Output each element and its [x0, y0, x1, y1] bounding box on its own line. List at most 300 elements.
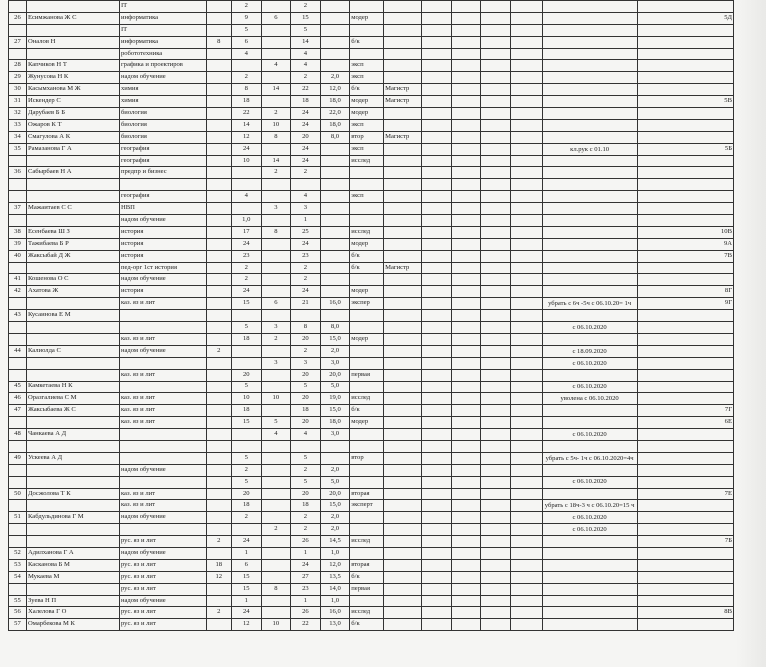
cell-empty — [510, 405, 542, 417]
cell-empty — [422, 333, 452, 345]
cell-empty — [422, 369, 452, 381]
cell-c2 — [231, 60, 261, 72]
cell-c5 — [320, 203, 350, 215]
cell-empty — [451, 357, 481, 369]
cell-name: Оразгалиева С М — [26, 393, 119, 405]
cell-n: 40 — [9, 250, 27, 262]
cell-c1 — [206, 357, 231, 369]
cell-empty — [422, 286, 452, 298]
cell-c2: 4 — [231, 48, 261, 60]
cell-c7 — [384, 452, 422, 464]
cell-n: 45 — [9, 381, 27, 393]
cell-c1: 2 — [206, 607, 231, 619]
cell-subj — [119, 452, 206, 464]
cell-c3 — [261, 607, 291, 619]
cell-n — [9, 24, 27, 36]
cell-c3: 8 — [261, 131, 291, 143]
cell-c5 — [320, 167, 350, 179]
cell-c7 — [384, 607, 422, 619]
cell-subj: каз. яз и лит — [119, 393, 206, 405]
cell-c3 — [261, 262, 291, 274]
cell-c6: исслед — [350, 393, 384, 405]
cell-name: Касымханова М Ж — [26, 84, 119, 96]
cell-c6: экспер — [350, 298, 384, 310]
cell-notes — [542, 488, 637, 500]
cell-c5: 15,0 — [320, 405, 350, 417]
cell-c7 — [384, 60, 422, 72]
cell-cls — [637, 203, 733, 215]
cell-c2: 12 — [231, 131, 261, 143]
cell-c2 — [231, 179, 261, 191]
cell-empty — [481, 238, 511, 250]
cell-empty — [422, 12, 452, 24]
cell-empty — [481, 298, 511, 310]
cell-cls: 7Б — [637, 536, 733, 548]
cell-c6: эксп — [350, 191, 384, 203]
cell-c4: 20 — [291, 369, 321, 381]
cell-cls — [637, 155, 733, 167]
table-row — [9, 476, 734, 488]
cell-name — [26, 417, 119, 429]
table-row — [9, 191, 734, 203]
cell-notes — [542, 1, 637, 13]
cell-c1: 2 — [206, 536, 231, 548]
table-row — [9, 1, 734, 13]
cell-c4: 20 — [291, 488, 321, 500]
cell-cls: 5В — [637, 96, 733, 108]
cell-subj — [119, 440, 206, 452]
cell-cls — [637, 464, 733, 476]
cell-c4: 4 — [291, 60, 321, 72]
cell-c4: 2 — [291, 524, 321, 536]
cell-c3 — [261, 143, 291, 155]
cell-subj — [119, 310, 206, 322]
cell-c1 — [206, 143, 231, 155]
cell-cls — [637, 179, 733, 191]
cell-empty — [451, 72, 481, 84]
cell-notes — [542, 215, 637, 227]
cell-c3 — [261, 250, 291, 262]
cell-empty — [510, 322, 542, 334]
cell-n: 27 — [9, 36, 27, 48]
cell-empty — [451, 226, 481, 238]
cell-c2: 18 — [231, 96, 261, 108]
cell-empty — [422, 215, 452, 227]
cell-n — [9, 1, 27, 13]
cell-c5: 3,0 — [320, 357, 350, 369]
cell-empty — [451, 393, 481, 405]
cell-c1 — [206, 369, 231, 381]
cell-n — [9, 583, 27, 595]
cell-name: Тажибаева Б Р — [26, 238, 119, 250]
cell-c1: 18 — [206, 559, 231, 571]
table-row — [9, 524, 734, 536]
cell-empty — [422, 250, 452, 262]
cell-c7 — [384, 464, 422, 476]
cell-name: Ускеева А Д — [26, 452, 119, 464]
cell-n: 38 — [9, 226, 27, 238]
cell-empty — [451, 143, 481, 155]
cell-notes — [542, 250, 637, 262]
cell-c3 — [261, 452, 291, 464]
cell-n: 39 — [9, 238, 27, 250]
cell-empty — [451, 452, 481, 464]
cell-c6: вторая — [350, 559, 384, 571]
cell-c7 — [384, 322, 422, 334]
cell-c1 — [206, 226, 231, 238]
cell-empty — [451, 417, 481, 429]
table-row — [9, 619, 734, 631]
cell-c3: 14 — [261, 84, 291, 96]
cell-empty — [422, 417, 452, 429]
cell-c1 — [206, 310, 231, 322]
cell-empty — [422, 512, 452, 524]
cell-c2: 24 — [231, 536, 261, 548]
cell-c6: исслед — [350, 536, 384, 548]
cell-c3: 3 — [261, 203, 291, 215]
cell-c6: исслед — [350, 226, 384, 238]
cell-c6 — [350, 179, 384, 191]
cell-empty — [422, 167, 452, 179]
cell-empty — [481, 203, 511, 215]
cell-c4: 27 — [291, 571, 321, 583]
cell-c6: б/к — [350, 405, 384, 417]
cell-cls — [637, 357, 733, 369]
cell-c5: 15,0 — [320, 333, 350, 345]
table-row — [9, 262, 734, 274]
cell-cls — [637, 333, 733, 345]
cell-empty — [510, 226, 542, 238]
cell-notes — [542, 417, 637, 429]
cell-c7 — [384, 12, 422, 24]
cell-c7 — [384, 405, 422, 417]
cell-cls — [637, 191, 733, 203]
cell-empty — [422, 488, 452, 500]
cell-c1: 2 — [206, 345, 231, 357]
cell-c7 — [384, 333, 422, 345]
cell-name: Есимжанова Ж С — [26, 12, 119, 24]
table-row — [9, 571, 734, 583]
cell-notes: с 06.10.2020 — [542, 322, 637, 334]
cell-empty — [481, 381, 511, 393]
cell-empty — [451, 250, 481, 262]
cell-empty — [451, 595, 481, 607]
cell-empty — [481, 215, 511, 227]
cell-c1 — [206, 96, 231, 108]
cell-c3 — [261, 440, 291, 452]
cell-c1 — [206, 393, 231, 405]
cell-notes — [542, 12, 637, 24]
cell-empty — [481, 369, 511, 381]
cell-cls: 8Г — [637, 286, 733, 298]
cell-empty — [481, 345, 511, 357]
cell-empty — [451, 440, 481, 452]
cell-empty — [422, 262, 452, 274]
cell-empty — [451, 298, 481, 310]
cell-empty — [481, 476, 511, 488]
table-row — [9, 440, 734, 452]
cell-c1 — [206, 203, 231, 215]
cell-n: 55 — [9, 595, 27, 607]
cell-empty — [451, 179, 481, 191]
cell-c2: 18 — [231, 333, 261, 345]
table-row — [9, 357, 734, 369]
cell-empty — [510, 36, 542, 48]
cell-empty — [422, 24, 452, 36]
cell-subj: надом обучение — [119, 595, 206, 607]
cell-subj: надом обучение — [119, 512, 206, 524]
cell-empty — [422, 60, 452, 72]
cell-c1 — [206, 333, 231, 345]
cell-empty — [481, 119, 511, 131]
cell-empty — [510, 571, 542, 583]
cell-empty — [451, 191, 481, 203]
cell-name: Жаксыбай Д Ж — [26, 250, 119, 262]
cell-empty — [422, 452, 452, 464]
cell-notes — [542, 60, 637, 72]
cell-c2: 18 — [231, 405, 261, 417]
cell-name: Сабырбаев Н А — [26, 167, 119, 179]
cell-c4: 24 — [291, 119, 321, 131]
cell-empty — [510, 191, 542, 203]
cell-c3: 10 — [261, 393, 291, 405]
cell-c4: 5 — [291, 476, 321, 488]
cell-c5: 2,0 — [320, 464, 350, 476]
cell-empty — [510, 524, 542, 536]
cell-c7 — [384, 619, 422, 631]
cell-c6 — [350, 512, 384, 524]
cell-c3 — [261, 369, 291, 381]
cell-c4: 20 — [291, 393, 321, 405]
cell-c1 — [206, 512, 231, 524]
cell-empty — [510, 547, 542, 559]
cell-empty — [481, 72, 511, 84]
cell-c5 — [320, 12, 350, 24]
cell-name — [26, 583, 119, 595]
cell-c5 — [320, 310, 350, 322]
cell-c5: 20,0 — [320, 369, 350, 381]
cell-subj — [119, 381, 206, 393]
cell-empty — [510, 238, 542, 250]
cell-name — [26, 369, 119, 381]
cell-c7 — [384, 512, 422, 524]
cell-subj — [119, 476, 206, 488]
cell-empty — [422, 203, 452, 215]
cell-subj: IT — [119, 24, 206, 36]
cell-notes — [542, 167, 637, 179]
cell-empty — [510, 488, 542, 500]
cell-n: 34 — [9, 131, 27, 143]
cell-empty — [510, 500, 542, 512]
cell-c3 — [261, 310, 291, 322]
cell-empty — [481, 571, 511, 583]
cell-n: 53 — [9, 559, 27, 571]
cell-empty — [481, 595, 511, 607]
cell-name: Дарубаев Б Б — [26, 108, 119, 120]
cell-cls — [637, 452, 733, 464]
cell-n — [9, 155, 27, 167]
table-row — [9, 607, 734, 619]
cell-c2: 24 — [231, 238, 261, 250]
table-row — [9, 536, 734, 548]
cell-subj: география — [119, 191, 206, 203]
cell-c6: втор — [350, 452, 384, 464]
cell-empty — [451, 203, 481, 215]
cell-n: 28 — [9, 60, 27, 72]
cell-n: 46 — [9, 393, 27, 405]
cell-empty — [510, 215, 542, 227]
cell-c1 — [206, 417, 231, 429]
cell-c4: 14 — [291, 36, 321, 48]
cell-subj — [119, 322, 206, 334]
cell-empty — [422, 322, 452, 334]
cell-name — [26, 48, 119, 60]
cell-c6: эксп — [350, 143, 384, 155]
cell-c7 — [384, 595, 422, 607]
cell-c7 — [384, 417, 422, 429]
cell-c5: 2,0 — [320, 345, 350, 357]
cell-c1 — [206, 583, 231, 595]
cell-c3: 8 — [261, 583, 291, 595]
cell-c5: 19,0 — [320, 393, 350, 405]
cell-c5: 18,0 — [320, 96, 350, 108]
table-row — [9, 131, 734, 143]
cell-c4: 26 — [291, 607, 321, 619]
cell-empty — [510, 203, 542, 215]
cell-empty — [422, 48, 452, 60]
cell-c7 — [384, 226, 422, 238]
cell-name — [26, 24, 119, 36]
cell-c1 — [206, 167, 231, 179]
cell-c1 — [206, 405, 231, 417]
cell-c2: 1 — [231, 547, 261, 559]
cell-c7 — [384, 250, 422, 262]
cell-empty — [481, 262, 511, 274]
cell-c3: 3 — [261, 357, 291, 369]
cell-c7 — [384, 310, 422, 322]
cell-notes — [542, 333, 637, 345]
cell-c5: 13,0 — [320, 619, 350, 631]
cell-notes — [542, 179, 637, 191]
cell-n: 30 — [9, 84, 27, 96]
cell-c3: 14 — [261, 155, 291, 167]
cell-notes — [542, 36, 637, 48]
cell-n: 36 — [9, 167, 27, 179]
cell-notes — [542, 24, 637, 36]
cell-c7 — [384, 203, 422, 215]
cell-empty — [481, 357, 511, 369]
cell-c2: 6 — [231, 559, 261, 571]
cell-empty — [422, 1, 452, 13]
cell-notes — [542, 72, 637, 84]
cell-subj: надом обучение — [119, 274, 206, 286]
cell-subj: графика и проектиров — [119, 60, 206, 72]
cell-c7 — [384, 536, 422, 548]
table-row — [9, 583, 734, 595]
cell-c1 — [206, 131, 231, 143]
cell-empty — [451, 524, 481, 536]
cell-empty — [451, 36, 481, 48]
cell-name — [26, 262, 119, 274]
cell-c2: 5 — [231, 452, 261, 464]
cell-c6 — [350, 203, 384, 215]
cell-c2: 2 — [231, 274, 261, 286]
cell-empty — [510, 345, 542, 357]
cell-c3: 10 — [261, 119, 291, 131]
cell-empty — [481, 36, 511, 48]
cell-empty — [481, 322, 511, 334]
cell-subj: химия — [119, 96, 206, 108]
cell-subj: история — [119, 250, 206, 262]
cell-c5 — [320, 36, 350, 48]
cell-empty — [451, 476, 481, 488]
cell-c4: 2 — [291, 167, 321, 179]
cell-empty — [422, 464, 452, 476]
cell-c2: 15 — [231, 298, 261, 310]
cell-c1 — [206, 429, 231, 441]
cell-c1 — [206, 250, 231, 262]
cell-notes — [542, 96, 637, 108]
cell-c6: модер — [350, 417, 384, 429]
cell-n — [9, 536, 27, 548]
cell-empty — [422, 274, 452, 286]
cell-n — [9, 464, 27, 476]
cell-notes — [542, 547, 637, 559]
cell-notes — [542, 286, 637, 298]
cell-empty — [422, 559, 452, 571]
cell-c6: эксп — [350, 72, 384, 84]
cell-empty — [451, 547, 481, 559]
cell-notes: кл.рук с 01.10 — [542, 143, 637, 155]
cell-empty — [451, 274, 481, 286]
cell-c1 — [206, 48, 231, 60]
cell-c7 — [384, 167, 422, 179]
table-row — [9, 84, 734, 96]
cell-c6: б/к — [350, 250, 384, 262]
cell-empty — [481, 274, 511, 286]
cell-c6 — [350, 476, 384, 488]
cell-empty — [481, 464, 511, 476]
cell-n: 26 — [9, 12, 27, 24]
cell-c3: 3 — [261, 322, 291, 334]
cell-c5 — [320, 60, 350, 72]
cell-c6 — [350, 48, 384, 60]
table-row — [9, 286, 734, 298]
cell-empty — [451, 286, 481, 298]
cell-c5: 8,0 — [320, 131, 350, 143]
cell-c5 — [320, 191, 350, 203]
cell-empty — [451, 583, 481, 595]
cell-empty — [422, 191, 452, 203]
cell-c7 — [384, 524, 422, 536]
cell-empty — [422, 72, 452, 84]
cell-empty — [510, 333, 542, 345]
cell-c4: 18 — [291, 405, 321, 417]
cell-empty — [510, 381, 542, 393]
cell-c5 — [320, 179, 350, 191]
cell-subj: биология — [119, 108, 206, 120]
cell-notes — [542, 619, 637, 631]
cell-empty — [422, 429, 452, 441]
cell-c6 — [350, 345, 384, 357]
cell-c1 — [206, 547, 231, 559]
cell-name — [26, 333, 119, 345]
cell-empty — [451, 619, 481, 631]
table-row — [9, 298, 734, 310]
cell-c5 — [320, 143, 350, 155]
teacher-load-table — [8, 0, 734, 631]
cell-name: Камкетаева Н К — [26, 381, 119, 393]
